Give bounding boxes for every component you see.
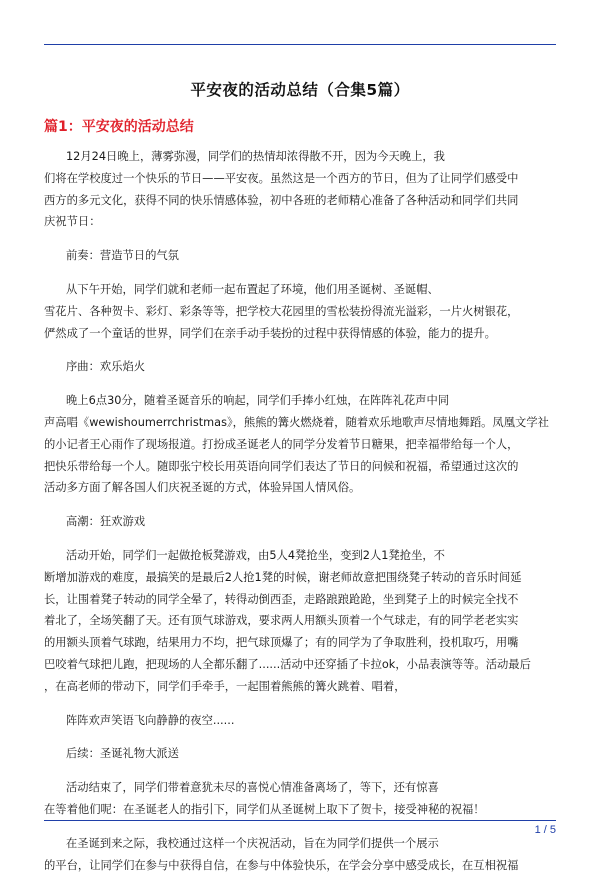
paragraph-line: 晚上6点30分，随着圣诞音乐的响起，同学们手捧小红烛，在阵阵礼花声中同 — [66, 394, 450, 408]
paragraph-line: 断增加游戏的难度，最搞笑的是最后2人抢1凳的时候，谢老师故意把围绕凳子转动的音乐时间延 — [44, 570, 522, 584]
paragraph-line: 前奏：营造节日的气氛 — [66, 249, 179, 263]
paragraph — [44, 390, 556, 499]
paragraph-line: 从下午开始，同学们就和老师一起布置起了环境，他们用圣诞树、圣诞帽、 — [66, 282, 439, 296]
paragraph-line: 的用额头顶着气球跑，结果用力不均，把气球顶爆了；有的同学为了争取胜利，投机取巧，用嘴 — [44, 636, 519, 650]
footer-rule — [44, 820, 556, 821]
paragraph — [44, 545, 556, 698]
header-rule — [44, 44, 556, 45]
paragraph-line: 活动结束了，同学们带着意犹未尽的喜悦心情准备离场了，等下，还有惊喜 — [66, 781, 439, 795]
paragraph-line: 12月24日晚上，薄雾弥漫，同学们的热情却浓得散不开，因为今天晚上，我 — [66, 150, 445, 163]
document-title: 平安夜的活动总结（合集5篇） — [190, 81, 410, 99]
paragraph-line: 阵阵欢声笑语飞向静静的夜空...... — [66, 713, 235, 727]
paragraph-line: 序曲：欢乐焰火 — [66, 360, 146, 374]
paragraph-line: 的小记者王心雨作了现场报道。打扮成圣诞老人的同学分发着节日糖果，把幸福带给每一个人， — [44, 437, 519, 451]
paragraph-line: 在圣诞到来之际，我校通过这样一个庆祝活动，旨在为同学们提供一个展示 — [66, 836, 439, 850]
paragraph-line: 后续：圣诞礼物大派送 — [66, 747, 179, 761]
paragraph-line: 在等着他们呢：在圣诞老人的指引下，同学们从圣诞树上取下了贺卡，接受神秘的祝福！ — [44, 802, 485, 816]
paragraph-line: 西方的多元文化，获得不同的快乐情感体验，初中各班的老师精心准备了各种活动和同学们共同 — [44, 193, 519, 207]
paragraph-line: 雪花片、各种贺卡、彩灯、彩条等等，把学校大花园里的雪松装扮得流光溢彩，一片火树银花， — [44, 304, 519, 318]
paragraph-line: 庆祝节日： — [44, 215, 101, 229]
page-number: 1 / 5 — [534, 824, 556, 836]
paragraph-line: 把快乐带给每一个人。随即张宁校长用英语向同学们表达了节日的问候和祝福，希望通过这次的 — [44, 459, 519, 473]
document-body — [44, 146, 556, 876]
section-heading: 篇1：平安夜的活动总结 — [44, 119, 194, 135]
paragraph-line: 着北了，全场笑翻了天。还有顶气球游戏，要求两人用额头顶着一个气球走，有的同学老老实实 — [44, 614, 519, 628]
paragraph-line: 们将在学校度过一个快乐的节日——平安夜。虽然这是一个西方的节日，但为了让同学们感受中 — [44, 171, 519, 185]
paragraph-line: 的平台，让同学们在参与中获得自信，在参与中体验快乐，在学会分享中感受成长，在互相祝福 — [44, 858, 519, 872]
paragraph — [44, 710, 556, 732]
paragraph-line: 俨然成了一个童话的世界，同学们在亲手动手装扮的过程中获得情感的体验，能力的提升。 — [44, 326, 496, 340]
paragraph — [44, 245, 556, 267]
paragraph-line: 高潮：狂欢游戏 — [66, 515, 146, 529]
paragraph — [44, 777, 556, 821]
paragraph-line: 巴咬着气球把儿跑，把现场的人全都乐翻了......活动中还穿插了卡拉ok，小品表演等等。活动最后 — [44, 657, 531, 671]
paragraph-line: 活动多方面了解各国人们庆祝圣诞的方式，体验异国人情风俗。 — [44, 481, 361, 495]
paragraph — [44, 511, 556, 533]
paragraph-line: ，在高老师的带动下，同学们手牵手，一起围着熊熊的篝火跳着、唱着， — [44, 679, 406, 693]
paragraph — [44, 356, 556, 378]
paragraph — [44, 279, 556, 344]
paragraph — [44, 146, 556, 233]
paragraph — [44, 833, 556, 876]
paragraph-line: 声高唱《wewishoumerrchristmas》，熊熊的篝火燃烧着，随着欢乐地歌声尽情地舞蹈。凤凰文学社 — [44, 415, 549, 429]
paragraph — [44, 743, 556, 765]
paragraph-line: 活动开始，同学们一起做抢板凳游戏，由5人4凳抢坐，变到2人1凳抢坐，不 — [66, 548, 445, 562]
paragraph-line: 长，让围着凳子转动的同学全晕了，转得动倒西歪，走路踉踉跄跄，坐到凳子上的时候完全找不 — [44, 592, 519, 606]
